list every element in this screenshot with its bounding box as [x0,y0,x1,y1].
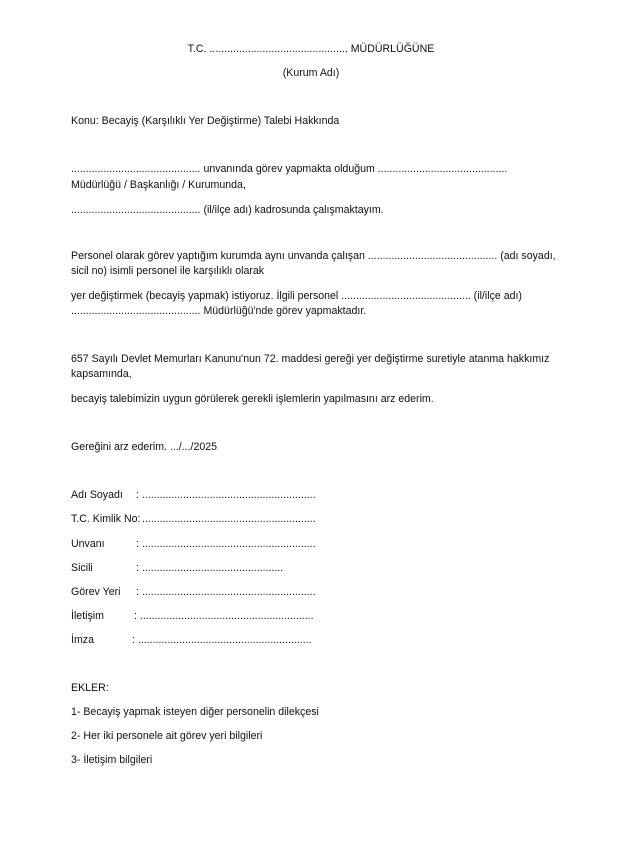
field-value-contact: : ........................................................... [134,610,314,622]
attachment-item: 2- Her iki personele ait görev yeri bilgileri [71,730,263,742]
field-value-tc-id: ........................................................... [142,513,316,525]
document-subtitle: (Kurum Adı) [282,67,340,79]
paragraph1-line1: ............................................ unvanında görev yapmakta olduğum ............................................ [71,163,508,175]
document-title: T.C. ............................................... MÜDÜRLÜĞÜNE [187,43,435,55]
field-label-signature: İmza [71,634,94,646]
paragraph1-line3: ............................................ (il/ilçe adı) kadrosunda çalışmaktayım. [71,204,384,216]
field-label-tc-id: T.C. Kimlik No: [71,513,141,525]
closing-line: Gereğini arz ederim. .../.../2025 [71,441,218,453]
field-value-registry: : ................................................ [136,562,284,574]
field-label-contact: İletişim [71,610,104,622]
paragraph2-line4: ............................................ Müdürlüğü'nde görev yapmaktadır. [71,305,367,317]
attachment-item: 3- İletişim bilgileri [71,754,153,766]
attachments-heading: EKLER: [71,682,109,694]
paragraph3-line3: becayiş talebimizin uygun görülerek gerekli işlemlerin yapılmasını arz ederim. [71,393,434,405]
field-label-name: Adı Soyadı [71,489,123,501]
paragraph2-line2: sicil no) isimli personel ile karşılıklı olarak [71,265,265,277]
paragraph1-line2: Müdürlüğü / Başkanlığı / Kurumunda, [71,179,246,191]
paragraph3-line2: kapsamında, [71,368,132,380]
field-label-title: Unvanı [71,538,105,550]
paragraph3-line1: 657 Sayılı Devlet Memurları Kanunu'nun 72. maddesi gereği yer değiştirme suretiyle atanma hakkımız [71,353,550,365]
field-label-workplace: Görev Yeri [71,586,121,598]
paragraph2-line1: Personel olarak görev yaptığım kurumda aynı unvanda çalışan ............................................ (adı soyadı, [71,250,556,262]
field-value-signature: : ........................................................... [132,634,312,646]
field-label-registry: Sicili [71,562,93,574]
subject-line: Konu: Becayiş (Karşılıklı Yer Değiştirme) Talebi Hakkında [71,115,340,127]
field-value-title: : ........................................................... [136,538,316,550]
attachment-item: 1- Becayiş yapmak isteyen diğer personelin dilekçesi [71,706,319,718]
field-value-workplace: : ........................................................... [136,586,316,598]
field-value-name: : ........................................................... [136,489,316,501]
paragraph2-line3: yer değiştirmek (becayiş yapmak) istiyoruz. İlgili personel ............................................ (il/ilçe adı) [71,290,522,302]
